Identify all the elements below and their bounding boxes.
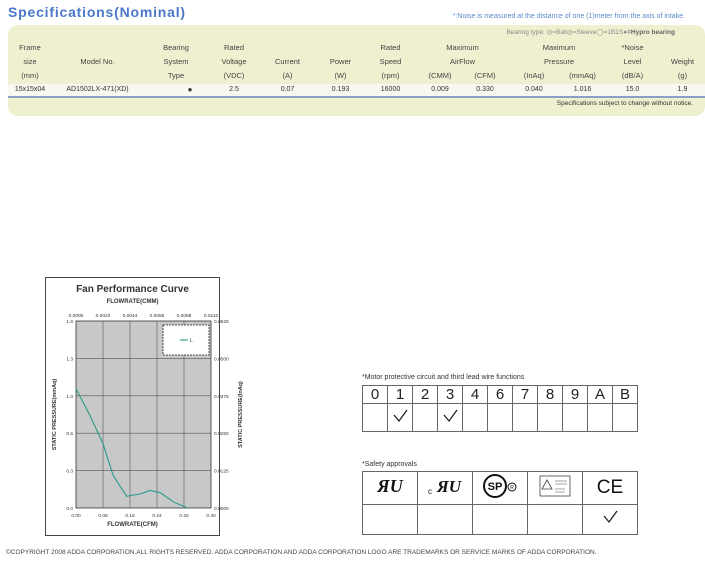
y-tick-label: 1.3 — [66, 357, 73, 363]
fan-performance-chart — [45, 277, 244, 536]
header-current — [265, 55, 310, 83]
cell-voltage: 2.5 — [229, 86, 239, 93]
svg-text:c: c — [428, 486, 432, 496]
ul-logo-check-cell — [363, 505, 418, 535]
header-pressure — [514, 41, 604, 69]
header-current-line1: Current — [274, 57, 300, 66]
function-check-9 — [563, 404, 588, 432]
header-airflow — [420, 41, 505, 69]
function-code-3: 3 — [438, 386, 463, 404]
svg-text:SP: SP — [487, 480, 503, 493]
header-power-line1: Power — [329, 57, 352, 66]
header-speed — [368, 41, 413, 83]
header-voltage — [210, 41, 258, 83]
header-cfm: (CFM) — [474, 71, 496, 80]
y-tick-label: 0.0 — [66, 507, 73, 512]
motor-protective-label: *Motor protective circuit and third lead wire functions — [362, 374, 525, 381]
1b1s-label: =1B1S — [603, 29, 624, 36]
ce-logo — [593, 475, 627, 497]
check-icon — [392, 409, 408, 423]
y2-tick-label: 0.0250 — [214, 432, 229, 438]
x-tick-label: 0.40 — [206, 514, 216, 519]
function-code-A: A — [588, 386, 613, 404]
y2-tick-label: 0.0500 — [214, 357, 229, 363]
y-axis-label: STATIC PRESSURE(mmAq) — [52, 378, 58, 451]
x2-tick-label: 0.0022 — [95, 314, 111, 319]
y2-tick-label: 0.0125 — [214, 469, 229, 475]
header-model: Model No. — [80, 57, 115, 66]
header-frame-line1: Frame — [19, 43, 41, 52]
check-icon — [602, 510, 618, 524]
tuv-logo-check-cell — [528, 505, 583, 535]
cell-cmm: 0.009 — [431, 86, 449, 93]
svg-text:CE: CE — [596, 476, 624, 498]
x-tick-label: 0.16 — [125, 514, 135, 519]
header-airflow-line2: AirFlow — [449, 57, 475, 66]
x2-tick-label: 0.0000 — [68, 314, 84, 319]
tuv-logo — [539, 475, 571, 497]
x2-tick-label: 0.0066 — [149, 314, 165, 319]
header-speed-line1: Rated — [380, 43, 401, 52]
chart-title: Fan Performance Curve — [76, 284, 189, 295]
legend-label: L — [190, 338, 193, 344]
cell-cfm: 0.330 — [476, 86, 494, 93]
ball-icon: ◎ — [546, 29, 553, 36]
header-noise-line1: *Noise — [621, 43, 644, 52]
header-power-line2: (W) — [334, 71, 347, 80]
header-bearing-line2: System — [163, 57, 189, 66]
y-tick-label: 0.3 — [66, 469, 73, 475]
chart-plot — [46, 278, 244, 535]
hypro-icon: ● — [623, 29, 628, 36]
header-weight — [660, 55, 705, 83]
function-code-6: 6 — [488, 386, 513, 404]
function-check-A — [588, 404, 613, 432]
x-tick-label: 0.08 — [98, 514, 108, 519]
function-code-9: 9 — [563, 386, 588, 404]
function-check-B — [613, 404, 638, 432]
header-bearing-line3: Type — [167, 71, 185, 80]
cul-logo — [425, 476, 465, 496]
header-bearing — [152, 41, 200, 83]
function-check-4 — [463, 404, 488, 432]
cell-noise: 15.0 — [625, 86, 640, 93]
function-code-0: 0 — [363, 386, 388, 404]
cell-power: 0.193 — [331, 86, 350, 93]
page-title: Specifications(Nominal) — [8, 4, 186, 20]
csa-logo-cell — [473, 472, 528, 505]
cell-current: 0.07 — [280, 86, 295, 93]
csa-logo-check-cell — [473, 505, 528, 535]
header-airflow-line1: Maximum — [446, 43, 479, 52]
header-pressure-line2: Pressure — [543, 57, 574, 66]
function-code-8: 8 — [538, 386, 563, 404]
cell-mmaq: 1.016 — [573, 86, 592, 93]
y-tick-label: 0.6 — [66, 432, 73, 438]
ball-label: =Ball — [552, 29, 567, 36]
chart-x2-label: FLOWRATE(CMM) — [106, 299, 159, 305]
ul-logo-cell — [363, 472, 418, 505]
noise-note: *:Noise is measured at the distance of one (1)meter from the axis of intake. — [452, 13, 685, 20]
cell-inaq: 0.040 — [525, 86, 543, 93]
sleeve-icon: ◎ — [566, 29, 573, 36]
header-current-line2: (A) — [282, 71, 293, 80]
bearing-legend — [506, 28, 675, 36]
cell-bearing: ● — [187, 85, 193, 94]
header-mmaq: (mmAq) — [569, 71, 596, 80]
header-noise — [610, 41, 655, 83]
header-power — [318, 55, 363, 83]
header-noise-line2: Level — [623, 57, 642, 66]
hypro-label: =Hypro bearing — [627, 29, 675, 36]
svg-text:ЯU: ЯU — [377, 475, 403, 496]
function-code-2: 2 — [413, 386, 438, 404]
safety-approvals-label: *Safety approvals — [362, 461, 417, 468]
motor-protective-table — [362, 385, 638, 432]
function-code-7: 7 — [513, 386, 538, 404]
header-voltage-line1: Rated — [223, 43, 244, 52]
cell-weight: 1.9 — [677, 86, 688, 93]
header-pressure-line1: Maximum — [542, 43, 576, 52]
function-code-1: 1 — [388, 386, 413, 404]
header-cmm: (CMM) — [428, 71, 452, 80]
y-tick-label: 1.6 — [66, 320, 73, 325]
x-tick-label: 0.00 — [71, 514, 81, 519]
1b1s-icon: ◯ — [596, 29, 604, 36]
svg-text:R: R — [510, 484, 514, 491]
header-inaq: (InAq) — [523, 71, 545, 80]
safety-approvals-table — [362, 471, 638, 535]
subject-note: Specifications subject to change without notice. — [556, 100, 693, 107]
function-check-8 — [538, 404, 563, 432]
y2-tick-label: 0.0000 — [214, 507, 229, 512]
header-voltage-line2: Voltage — [221, 57, 247, 66]
ul-logo — [375, 477, 405, 495]
sleeve-label: =Sleeve — [572, 29, 597, 36]
function-check-6 — [488, 404, 513, 432]
ce-logo-cell — [583, 472, 638, 505]
header-speed-line3: (rpm) — [381, 71, 400, 80]
function-code-B: B — [613, 386, 638, 404]
csa-logo — [483, 473, 517, 499]
header-weight-line2: (g) — [677, 71, 688, 80]
function-check-7 — [513, 404, 538, 432]
copyright: ©COPYRIGHT 2008 ADDA CORPORATION.ALL RIGHTS RESERVED. ADDA CORPORATION AND ADDA CORPORATION LOGO ARE TRADEMARKS OR SERVICE MARKS OF ADDA CORPORATION. — [6, 549, 597, 556]
header-weight-line1: Weight — [670, 57, 695, 66]
cul-logo-check-cell — [418, 505, 473, 535]
y-tick-label: 1.0 — [66, 394, 73, 400]
header-frame-line2: size — [23, 57, 37, 66]
function-check-2 — [413, 404, 438, 432]
tuv-logo-cell — [528, 472, 583, 505]
function-check-0 — [363, 404, 388, 432]
bearing-legend-prefix: Bearing type: — [506, 29, 545, 36]
header-frame-line3: (mm) — [21, 71, 39, 80]
header-noise-line3: (dB/A) — [621, 71, 644, 80]
x-tick-label: 0.32 — [179, 514, 189, 519]
cul-logo-cell — [418, 472, 473, 505]
ce-logo-check-cell — [583, 505, 638, 535]
y2-tick-label: 0.0625 — [214, 320, 229, 325]
cell-model: AD1502LX-471(XD) — [66, 86, 129, 93]
check-icon — [442, 409, 458, 423]
x2-tick-label: 0.0088 — [176, 314, 192, 319]
y2-axis-label: STATIC PRESSURE(InAq) — [238, 381, 244, 448]
function-check-1 — [388, 404, 413, 432]
svg-text:ЯU: ЯU — [437, 476, 461, 496]
header-bearing-line1: Bearing — [163, 43, 189, 52]
header-voltage-line3: (VDC) — [223, 71, 245, 80]
function-code-4: 4 — [463, 386, 488, 404]
function-check-3 — [438, 404, 463, 432]
header-frame — [10, 41, 50, 83]
cell-speed: 16000 — [380, 86, 401, 93]
x2-tick-label: 0.0110 — [203, 314, 219, 319]
chart-x-label: FLOWRATE(CFM) — [107, 522, 158, 528]
x-tick-label: 0.24 — [152, 514, 162, 519]
cell-frame: 15x15x04 — [14, 86, 46, 93]
header-speed-line2: Speed — [379, 57, 402, 66]
x2-tick-label: 0.0044 — [122, 314, 138, 319]
y2-tick-label: 0.0375 — [214, 394, 229, 400]
